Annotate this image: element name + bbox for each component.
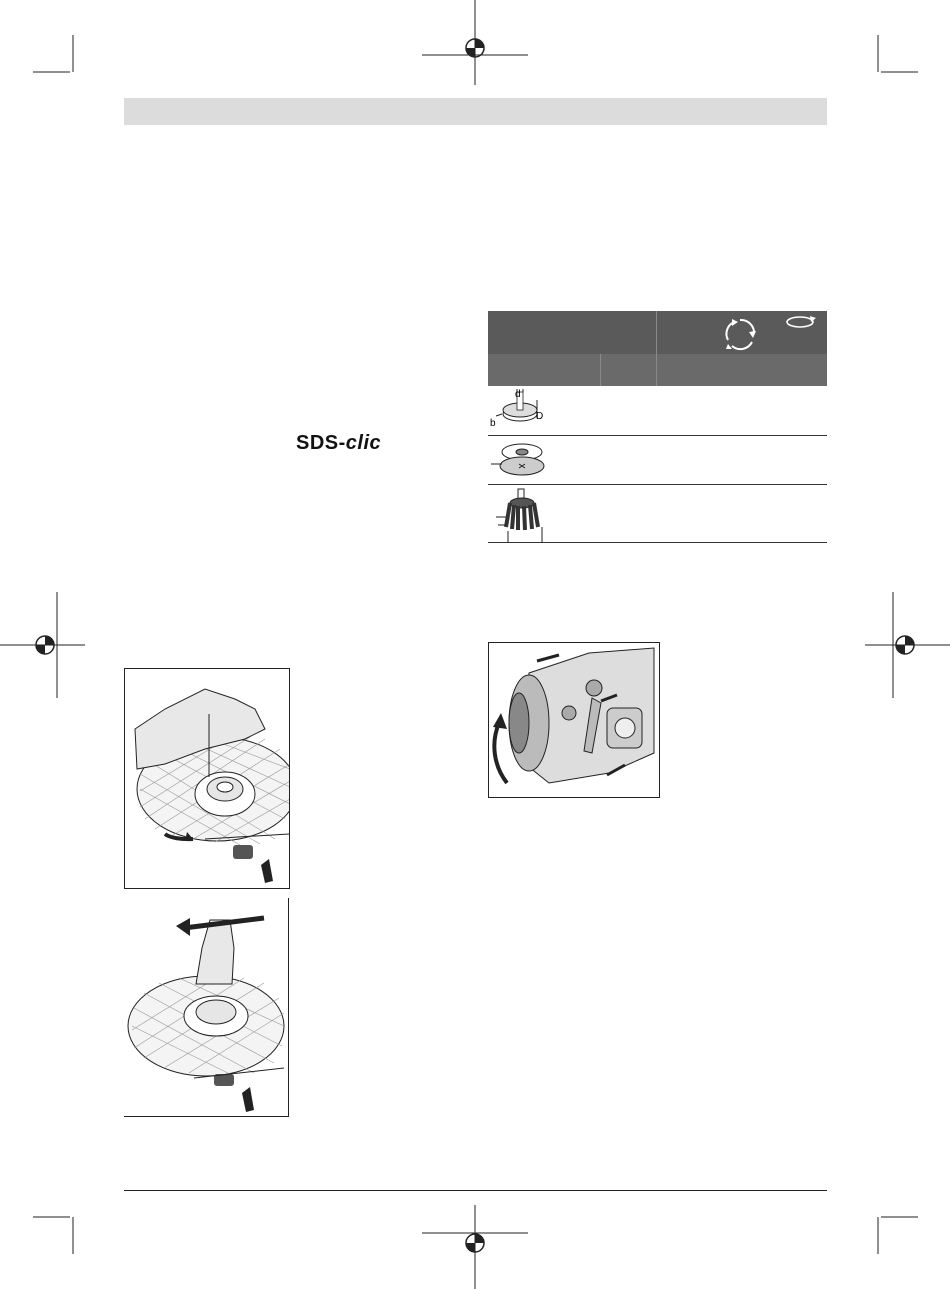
figure-disc-removal: [124, 898, 289, 1117]
svg-text:d: d: [515, 389, 521, 400]
page-header-bar: [124, 98, 827, 125]
svg-text:D: D: [536, 411, 544, 422]
table-row: [488, 436, 827, 485]
disc-removal-illustration: [124, 898, 288, 1116]
figure-gear-head-rotation: [488, 642, 660, 798]
wire-cup-brush-icon: [488, 487, 558, 545]
rotation-direction-icon: [784, 313, 818, 329]
svg-text:b: b: [490, 418, 496, 429]
registration-mark-bottom: [422, 1205, 528, 1289]
gear-head-illustration: [489, 643, 659, 797]
grinding-disc-icon: [488, 386, 558, 434]
disc-mounting-illustration: [125, 669, 289, 888]
table-header: [488, 311, 827, 354]
figure-disc-mounting: [124, 668, 290, 889]
registration-mark-right: [865, 636, 950, 654]
sanding-disc-icon: [488, 438, 558, 484]
table-row: [488, 485, 827, 543]
logo-text-clic: clic: [345, 432, 382, 454]
sds-clic-logo: [296, 432, 381, 455]
registration-mark-top: [422, 0, 528, 85]
table-subheader: [488, 354, 827, 386]
logo-text: SDS-: [296, 432, 346, 454]
page-footer-rule: [124, 1190, 827, 1191]
registration-mark-left: [0, 636, 85, 654]
table-row: [488, 386, 827, 436]
recycle-arrows-icon: [718, 314, 764, 354]
